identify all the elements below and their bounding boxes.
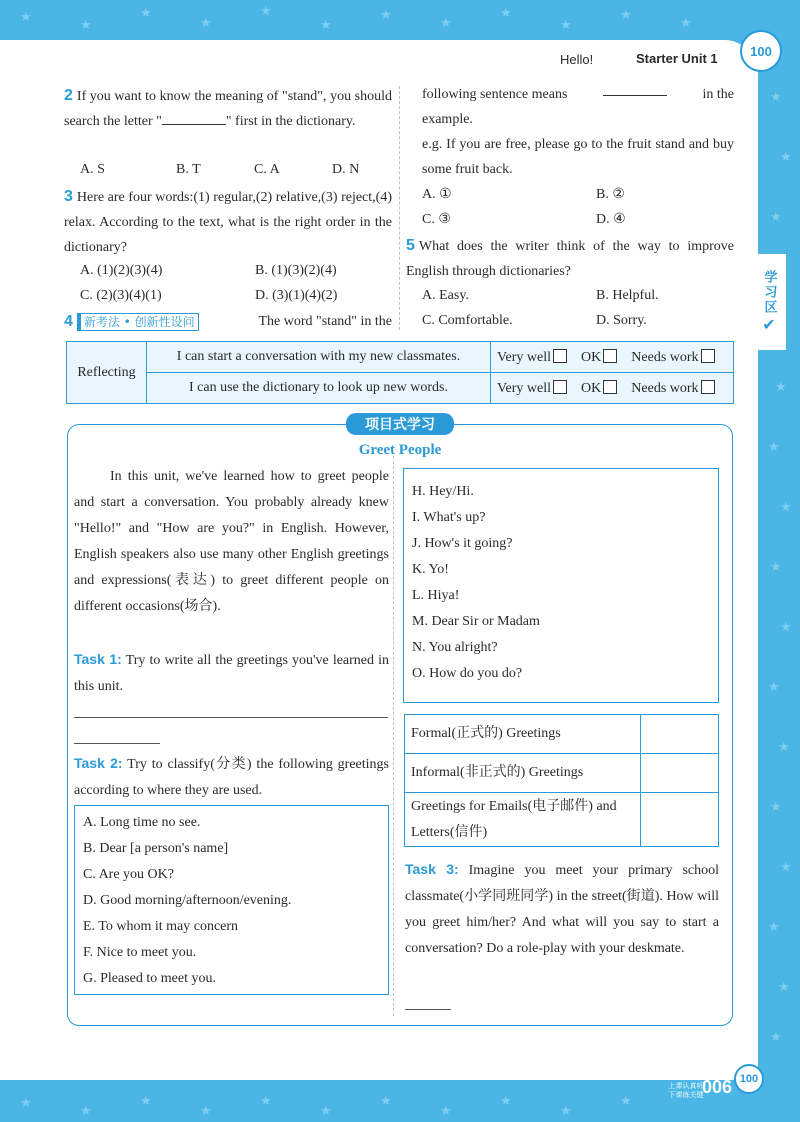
list-item: N. You alright? xyxy=(412,640,498,655)
classify-answer-cell[interactable] xyxy=(641,754,719,793)
choice-label: Very well xyxy=(497,349,552,365)
task-text: Imagine you meet your primary school classmate(小学同班同学) in the street(街道). How will you greet him/her? And what will you say to start a conversation? Do a role-play with your deskmate. xyxy=(405,863,719,956)
choice-label: Needs work xyxy=(631,380,699,396)
option[interactable]: D. N xyxy=(332,162,360,177)
column-divider xyxy=(393,456,394,1016)
option[interactable]: C. A xyxy=(254,162,280,177)
question-text: in the xyxy=(702,87,734,102)
checkbox[interactable] xyxy=(701,349,715,363)
side-tab-study-area xyxy=(752,254,786,350)
question-text: What does the writer think of the way to improve English through dictionaries? xyxy=(406,239,734,279)
checkbox[interactable] xyxy=(553,380,567,394)
list-item: K. Yo! xyxy=(412,562,449,577)
page-number: 006 xyxy=(702,1077,733,1097)
task-2 xyxy=(74,750,389,804)
header-section-title: Hello! xyxy=(560,52,594,67)
option[interactable]: D. Sorry. xyxy=(596,313,647,328)
list-item: G. Pleased to meet you. xyxy=(83,971,216,986)
classify-table xyxy=(404,714,719,847)
example-sentence: e.g. If you are free, please go to the fruit stand and buy some fruit back. xyxy=(422,137,734,177)
task-label: Task 1: xyxy=(74,651,122,667)
question-number: 4 xyxy=(64,313,73,330)
option[interactable]: B. (1)(3)(2)(4) xyxy=(255,263,337,278)
list-item: A. Long time no see. xyxy=(83,815,201,830)
checkbox[interactable] xyxy=(603,349,617,363)
answer-blank[interactable] xyxy=(162,111,226,125)
project-badge: 项目式学习 xyxy=(346,413,454,435)
greetings-list-left xyxy=(74,805,389,995)
classify-answer-cell[interactable] xyxy=(641,793,719,847)
checkmark-icon: ✔ xyxy=(762,315,776,334)
question-3-options xyxy=(80,258,392,308)
list-item: C. Are you OK? xyxy=(83,867,174,882)
question-text: following sentence means xyxy=(422,87,568,102)
option[interactable]: A. Easy. xyxy=(422,288,469,303)
classify-category: Formal(正式的) Greetings xyxy=(405,715,641,754)
option[interactable]: C. (2)(3)(4)(1) xyxy=(80,288,162,303)
classify-category: Informal(非正式的) Greetings xyxy=(405,754,641,793)
question-2 xyxy=(64,83,392,134)
reflect-choices xyxy=(491,342,734,373)
question-text: If you want to know the meaning of "stand", you should search the letter " xyxy=(64,89,392,129)
choice-label: OK xyxy=(581,349,602,365)
list-item: J. How's it going? xyxy=(412,536,513,551)
classify-answer-cell[interactable] xyxy=(641,715,719,754)
list-item: D. Good morning/afternoon/evening. xyxy=(83,893,292,908)
star-pattern-background: ★ ★ ★ ★ ★ ★ ★ ★ ★ ★ ★ ★ ★ ★ ★ ★ ★ ★ ★ ★ ★ ★ ★ ★ ★ ★ ★ ★ ★ ★ ★ ★ ★ ★ ★ ★ ★ ★ xyxy=(20,4,792,1119)
question-5 xyxy=(406,233,734,284)
greetings-list-right xyxy=(403,468,719,703)
list-item: O. How do you do? xyxy=(412,666,523,681)
option[interactable]: B. T xyxy=(176,162,201,177)
task-text: Try to write all the greetings you've learned in this unit. xyxy=(74,653,389,694)
question-4-continued xyxy=(422,82,734,107)
question-number: 2 xyxy=(64,87,73,104)
choice-label: OK xyxy=(581,380,602,396)
option[interactable]: D. ④ xyxy=(596,212,626,227)
question-3 xyxy=(64,184,392,260)
choice-label: Needs work xyxy=(631,349,699,365)
reflect-statement: I can start a conversation with my new classmates. xyxy=(147,342,491,373)
list-item: H. Hey/Hi. xyxy=(412,484,474,499)
question-5-options xyxy=(422,283,734,333)
question-number: 3 xyxy=(64,188,73,205)
question-text: Here are four words:(1) regular,(2) relative,(3) reject,(4) relax. According to the text, what is the right order in the dictionary? xyxy=(64,190,392,255)
question-text: " first in the dictionary. xyxy=(225,114,356,129)
checkbox[interactable] xyxy=(701,380,715,394)
checkbox[interactable] xyxy=(603,380,617,394)
reflect-statement: I can use the dictionary to look up new words. xyxy=(147,373,491,404)
question-number: 5 xyxy=(406,237,415,254)
checkbox[interactable] xyxy=(553,349,567,363)
question-4-start xyxy=(64,309,392,335)
reflecting-label: Reflecting xyxy=(67,342,147,404)
question-text: The word "stand" in the xyxy=(258,314,392,329)
task-label: Task 3: xyxy=(405,861,459,877)
reflecting-table xyxy=(66,341,734,404)
column-divider xyxy=(399,86,400,330)
footer-slogan-line: 上课认真听 xyxy=(668,1082,704,1090)
side-tab-label: 学习区 xyxy=(761,270,777,315)
option[interactable]: B. Helpful. xyxy=(596,288,659,303)
option[interactable]: B. ② xyxy=(596,187,625,202)
header-unit-title: Starter Unit 1 xyxy=(636,51,718,66)
choice-label: Very well xyxy=(497,380,552,396)
task-1 xyxy=(74,646,389,700)
project-intro: In this unit, we've learned how to greet people and start a conversation. You probably already knew "Hello!" and "How are you?" in English. However, English speakers also use many other English greetings and expressions(表达) to greet different people on different occasions(场合). xyxy=(74,469,389,614)
option[interactable]: C. Comfortable. xyxy=(422,313,513,328)
new-exam-tag: 新考法 • 创新性设问 xyxy=(77,313,199,331)
answer-line[interactable] xyxy=(74,743,160,744)
list-item: M. Dear Sir or Madam xyxy=(412,614,540,629)
classify-category: Greetings for Emails(电子邮件) and Letters(信件) xyxy=(405,793,641,847)
mascot-logo-icon: 100 xyxy=(740,30,782,72)
question-text: example. xyxy=(422,112,473,127)
answer-blank[interactable] xyxy=(603,82,667,96)
list-item: E. To whom it may concern xyxy=(83,919,239,934)
task-text: Try to classify(分类) the following greetings according to where they are used. xyxy=(74,757,389,798)
answer-line[interactable] xyxy=(74,717,388,718)
option[interactable]: A. ① xyxy=(422,187,452,202)
footer-slogan-line: 下课练关键 xyxy=(668,1091,704,1099)
question-2-options xyxy=(80,157,392,182)
option[interactable]: A. S xyxy=(80,162,105,177)
option[interactable]: A. (1)(2)(3)(4) xyxy=(80,263,163,278)
list-item: F. Nice to meet you. xyxy=(83,945,197,960)
task-label: Task 2: xyxy=(74,755,123,771)
project-title: Greet People xyxy=(358,442,442,458)
option[interactable]: C. ③ xyxy=(422,212,451,227)
option[interactable]: D. (3)(1)(4)(2) xyxy=(255,288,338,303)
question-4-options xyxy=(422,182,734,232)
list-item: B. Dear [a person's name] xyxy=(83,841,229,856)
list-item: L. Hiya! xyxy=(412,588,460,603)
task-3 xyxy=(405,856,719,962)
mascot-logo-icon: 100 xyxy=(734,1064,764,1094)
answer-line[interactable] xyxy=(405,1009,451,1010)
list-item: I. What's up? xyxy=(412,510,486,525)
reflect-choices xyxy=(491,373,734,404)
